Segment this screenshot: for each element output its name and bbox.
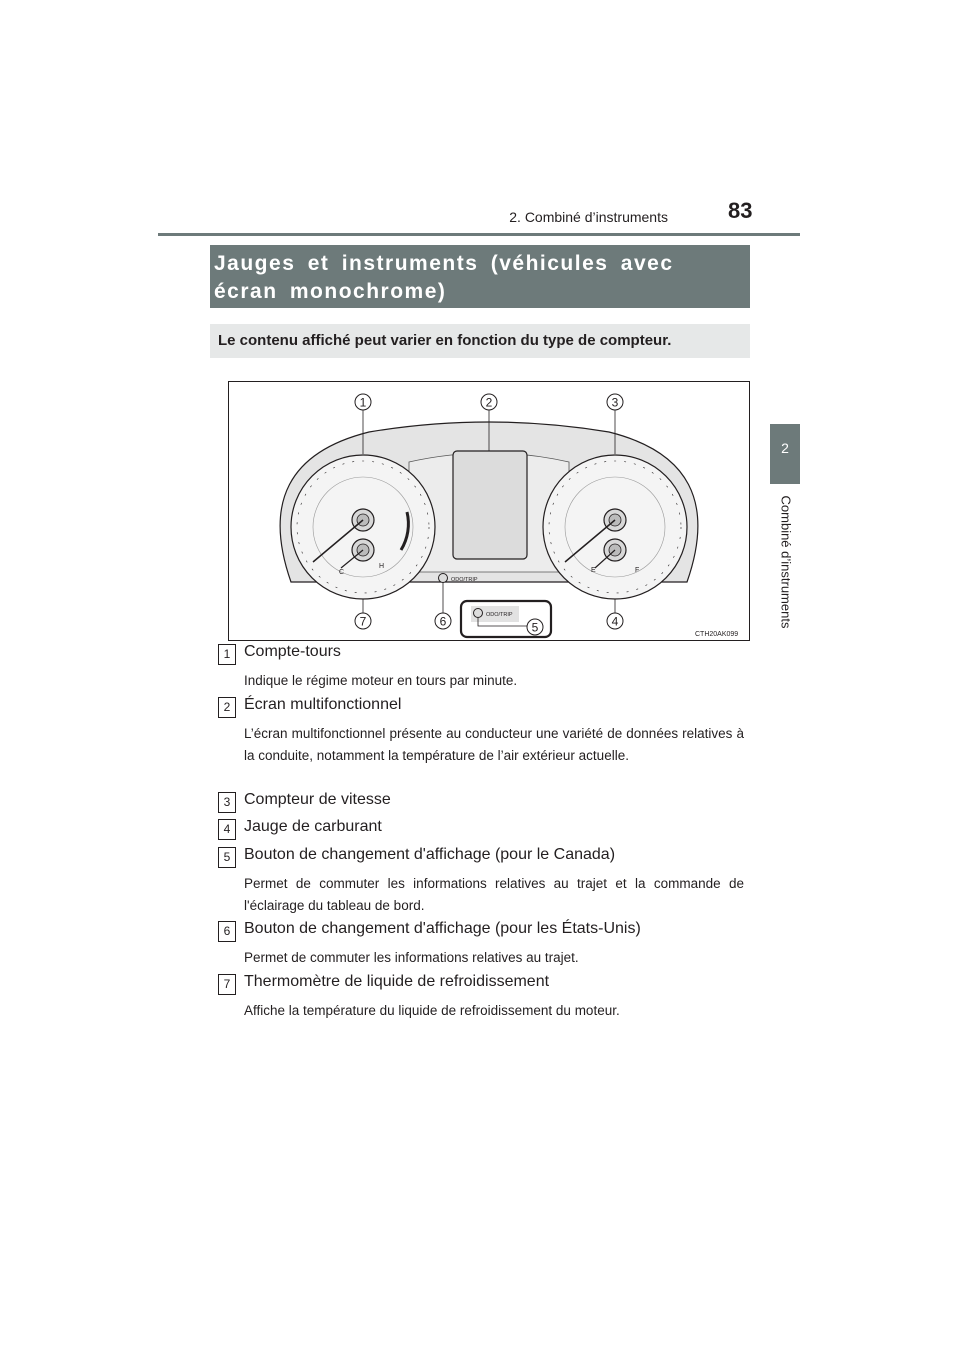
item-description: Indique le régime moteur en tours par minute. — [244, 673, 518, 688]
item-number: 1 — [218, 644, 236, 665]
item-number: 7 — [218, 974, 236, 995]
section-title: Jauges et instruments (véhicules avec écran monochrome) — [214, 252, 674, 303]
item-title: Écran multifonctionnel — [244, 696, 402, 713]
gauge-label-empty: E — [591, 567, 596, 574]
callout-1: 1 — [359, 395, 367, 410]
list-item — [218, 974, 758, 1020]
gauge-label-cold: C — [339, 569, 345, 576]
item-description: Affiche la température du liquide de refroidissement du moteur. — [244, 1003, 620, 1018]
running-header: 2. Combiné d’instruments — [509, 209, 668, 225]
gauge-label-full: F — [635, 567, 640, 574]
item-number: 5 — [218, 847, 236, 868]
chapter-tab: 2 — [770, 424, 800, 484]
chapter-tab-label: Combiné d’instruments — [778, 495, 794, 629]
callout-3: 3 — [611, 395, 619, 410]
callout-4: 4 — [611, 614, 619, 629]
item-title: Bouton de changement d'affichage (pour les États-Unis) — [244, 920, 641, 937]
item-description: L’écran multifonctionnel présente au conducteur une variété de données relatives à la conduite, notamment la température de l’air extérieur actuelle. — [244, 726, 744, 763]
odo-trip-label: ODO/TRIP — [451, 577, 478, 583]
figure-code: CTH20AK099 — [695, 631, 739, 638]
callout-2: 2 — [485, 395, 493, 410]
item-number: 2 — [218, 697, 236, 718]
item-number: 4 — [218, 819, 236, 840]
item-title: Compteur de vitesse — [244, 791, 391, 808]
list-item — [218, 643, 758, 688]
item-title: Thermomètre de liquide de refroidissement — [244, 973, 550, 990]
section-subtitle-box — [210, 324, 750, 358]
list-item — [218, 697, 758, 787]
list-item — [218, 847, 758, 917]
odo-trip-inset-label: ODO/TRIP — [486, 612, 513, 618]
item-description: Permet de commuter les informations relatives au trajet et la commande de l'éclairage du tableau de bord. — [244, 876, 744, 913]
item-number: 3 — [218, 792, 236, 813]
section-subtitle: Le contenu affiché peut varier en fonction du type de compteur. — [218, 332, 672, 349]
list-item — [218, 819, 758, 841]
gauge-label-hot: H — [379, 563, 385, 570]
list-item — [218, 792, 758, 814]
item-title: Jauge de carburant — [244, 818, 382, 835]
item-title: Bouton de changement d'affichage (pour le Canada) — [244, 846, 616, 863]
callout-5: 5 — [531, 620, 539, 635]
section-title-box — [210, 245, 750, 308]
item-number: 6 — [218, 921, 236, 942]
item-description: Permet de commuter les informations relatives au trajet. — [244, 950, 579, 965]
instrument-cluster-illustration — [229, 382, 749, 640]
item-title: Compte-tours — [244, 643, 341, 660]
list-item — [218, 921, 758, 967]
header-rule — [158, 233, 800, 236]
page-number: 83 — [728, 198, 753, 223]
instrument-cluster-figure — [228, 381, 750, 641]
callout-6: 6 — [439, 614, 447, 629]
callout-7: 7 — [359, 614, 367, 629]
